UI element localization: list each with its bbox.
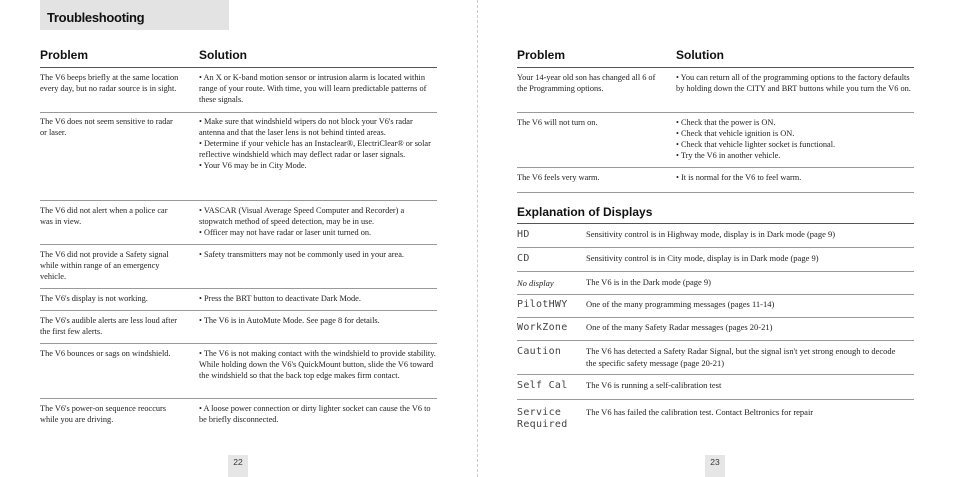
row-rule: [40, 244, 437, 245]
displays-heading: Explanation of Displays: [517, 205, 653, 219]
problem-column-header: Problem: [517, 48, 566, 62]
problem-cell: The V6 feels very warm.: [517, 173, 600, 182]
solution-cell: [676, 117, 916, 161]
solution-line: • Press the BRT button to deactivate Dark Mode.: [199, 294, 361, 303]
row-rule: [517, 271, 914, 272]
header-rule: [517, 67, 914, 68]
problem-cell: The V6's audible alerts are less loud after the first few alerts.: [40, 316, 178, 336]
solution-cell: [199, 72, 439, 105]
header-rule: [517, 223, 914, 224]
row-rule: [517, 317, 914, 318]
solution-cell: [676, 172, 916, 183]
solution-line: • Safety transmitters may not be commonly used in your area.: [199, 250, 404, 259]
row-rule: [517, 374, 914, 375]
right-page: [477, 0, 954, 477]
problem-column-header: Problem: [40, 48, 89, 62]
display-code: Service Required: [517, 407, 568, 430]
problem-cell: The V6 beeps briefly at the same location every day, but no radar source is in sight.: [40, 73, 179, 93]
row-rule: [517, 294, 914, 295]
display-code: CD: [517, 253, 530, 264]
solution-line: • An X or K-band motion sensor or intrusion alarm is located within range of your route. With time, you will learn predictable patterns of these signals.: [199, 73, 427, 104]
solution-cell: [199, 403, 439, 425]
display-description: One of the many Safety Radar messages (pages 20-21): [586, 322, 773, 332]
solution-line: • A loose power connection or dirty lighter socket can cause the V6 to be briefly disconnected.: [199, 404, 431, 424]
row-rule: [517, 340, 914, 341]
section-title: Troubleshooting: [40, 0, 229, 30]
display-description: The V6 is running a self-calibration test: [586, 380, 722, 390]
solution-line: • Make sure that windshield wipers do not block your V6's radar antenna and that the laser lens is not behind tinted areas.: [199, 117, 413, 137]
display-code: No display: [517, 278, 554, 288]
display-code: HD: [517, 229, 530, 240]
row-rule: [40, 398, 437, 399]
row-rule: [517, 399, 914, 400]
page-number: 23: [705, 455, 725, 477]
problem-cell: The V6 did not alert when a police car was in view.: [40, 206, 168, 226]
problem-cell: Your 14-year old son has changed all 6 of the Programming options.: [517, 73, 656, 93]
solution-cell: [199, 205, 439, 238]
header-rule: [40, 67, 437, 68]
solution-line: • Officer may not have radar or laser unit turned on.: [199, 228, 372, 237]
solution-line: • It is normal for the V6 to feel warm.: [676, 173, 802, 182]
row-rule: [517, 112, 914, 113]
page-number: 22: [228, 455, 248, 477]
solution-cell: [676, 72, 916, 94]
row-rule: [40, 310, 437, 311]
row-rule: [517, 192, 914, 193]
solution-column-header: Solution: [199, 48, 247, 62]
solution-cell: [199, 116, 439, 171]
solution-cell: [199, 315, 439, 326]
display-description: Sensitivity control is in Highway mode, display is in Dark mode (page 9): [586, 229, 836, 239]
problem-cell: The V6's display is not working.: [40, 294, 148, 303]
solution-line: • The V6 is in AutoMute Mode. See page 8 for details.: [199, 316, 380, 325]
display-code: PilotHWY: [517, 299, 568, 310]
row-rule: [517, 247, 914, 248]
solution-line: • You can return all of the programming options to the factory defaults by holding down the CITY and BRT buttons while you turn the V6 on.: [676, 73, 911, 93]
problem-cell: The V6 did not provide a Safety signal while within range of an emergency vehicle.: [40, 250, 169, 281]
row-rule: [517, 167, 914, 168]
display-code: WorkZone: [517, 322, 568, 333]
display-description: The V6 is in the Dark mode (page 9): [586, 277, 711, 287]
display-description: The V6 has failed the calibration test. Contact Beltronics for repair: [586, 407, 814, 417]
solution-cell: [199, 293, 439, 304]
problem-cell: The V6 bounces or sags on windshield.: [40, 349, 171, 358]
display-code: Self Cal: [517, 380, 568, 391]
row-rule: [40, 343, 437, 344]
row-rule: [40, 288, 437, 289]
solution-cell: [199, 348, 439, 381]
solution-line: • Your V6 may be in City Mode.: [199, 161, 307, 170]
display-description: One of the many programming messages (pages 11-14): [586, 299, 775, 309]
solution-line: • Check that vehicle lighter socket is functional.: [676, 140, 836, 149]
solution-line: • Try the V6 in another vehicle.: [676, 151, 781, 160]
solution-line: • VASCAR (Visual Average Speed Computer and Recorder) a stopwatch method of speed detection, may be in use.: [199, 206, 405, 226]
problem-cell: The V6's power-on sequence reoccurs while you are driving.: [40, 404, 167, 424]
row-rule: [40, 112, 437, 113]
solution-cell: [199, 249, 439, 260]
solution-line: • Check that the power is ON.: [676, 118, 776, 127]
display-description: The V6 has detected a Safety Radar Signal, but the signal isn't yet strong enough to decode the specific safety message (page 20-21): [586, 346, 896, 368]
solution-line: • The V6 is not making contact with the windshield to provide stability. While holding down the V6's QuickMount button, slide the V6 toward the windshield so that the back top edge makes firm contact.: [199, 349, 436, 380]
solution-line: • Determine if your vehicle has an Instaclear®, ElectriClear® or solar reflective windshield which may deflect radar or laser signals.: [199, 139, 431, 159]
row-rule: [40, 200, 437, 201]
solution-column-header: Solution: [676, 48, 724, 62]
display-description: Sensitivity control is in City mode, display is in Dark mode (page 9): [586, 253, 819, 263]
problem-cell: The V6 will not turn on.: [517, 118, 598, 127]
display-code: Caution: [517, 346, 562, 357]
solution-line: • Check that vehicle ignition is ON.: [676, 129, 795, 138]
problem-cell: The V6 does not seem sensitive to radar or laser.: [40, 117, 173, 137]
